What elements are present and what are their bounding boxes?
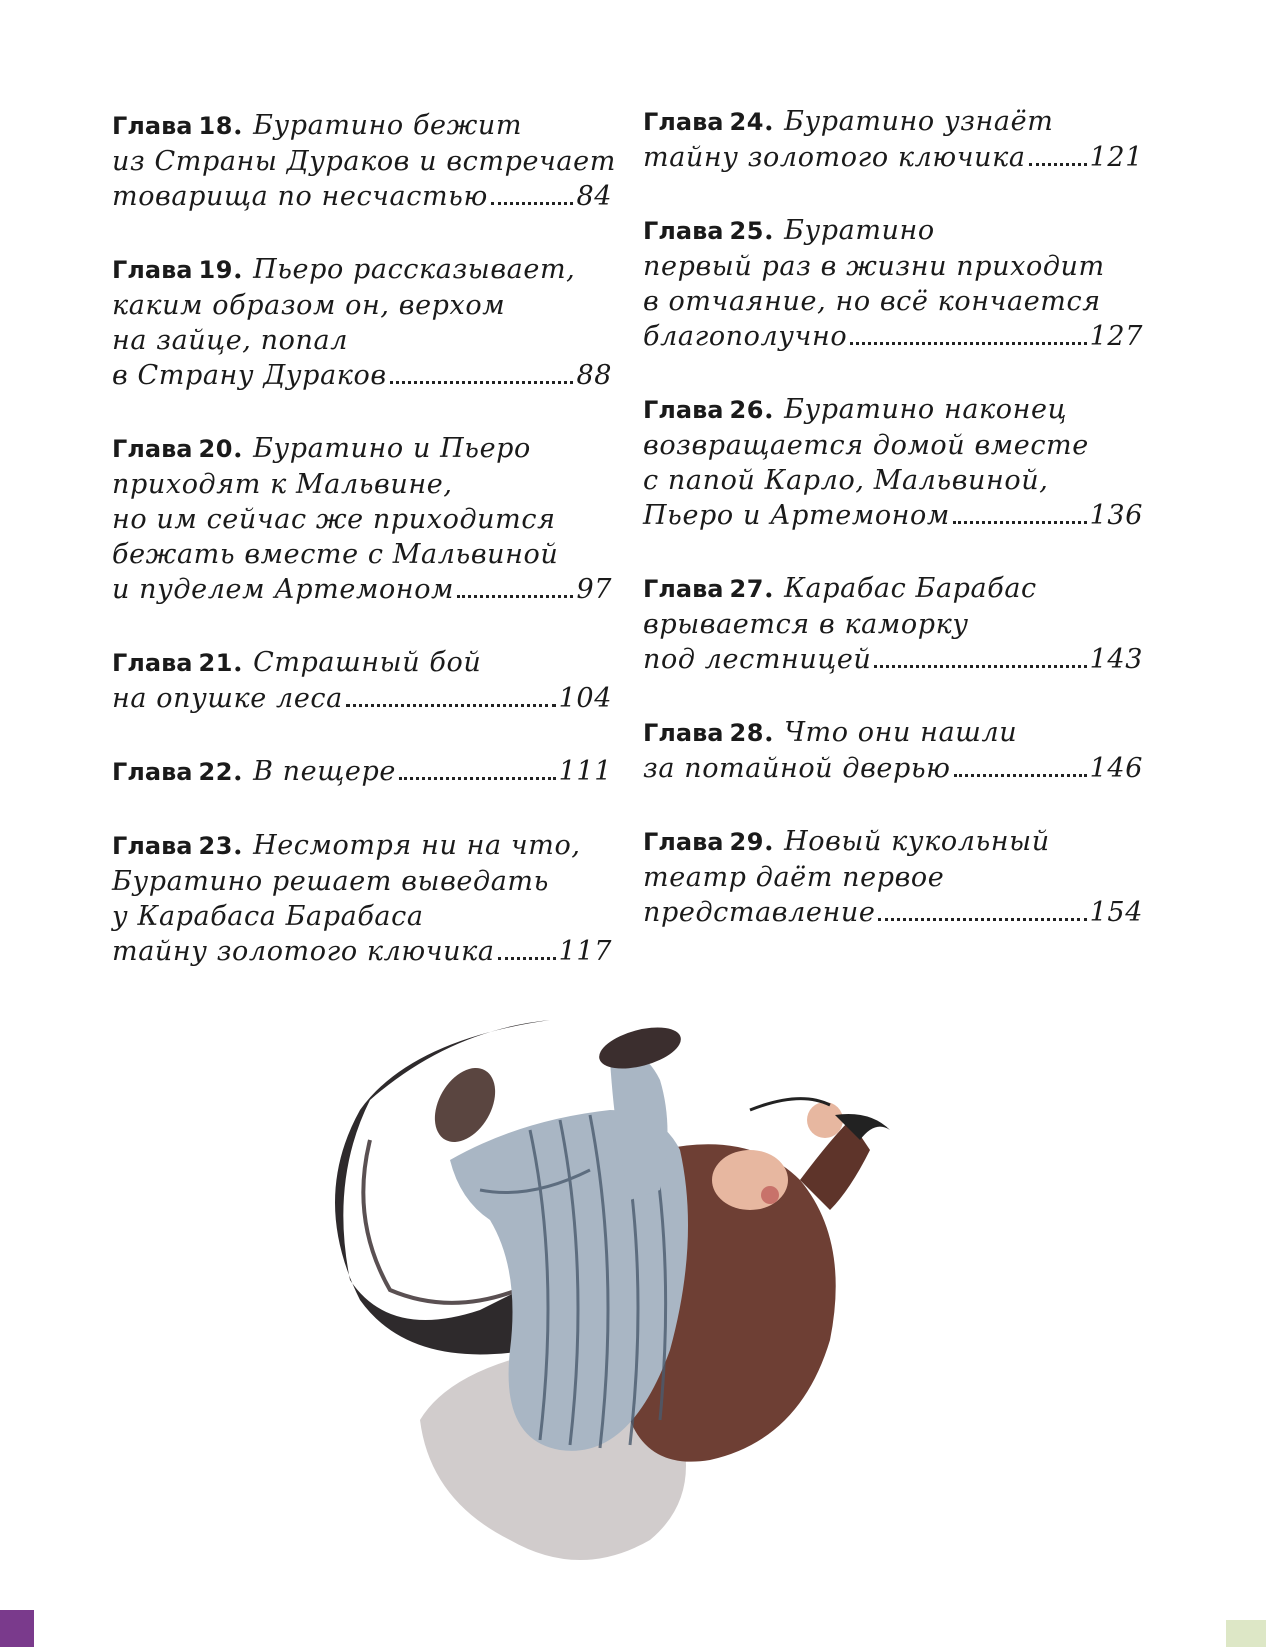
falling-karabas-illustration-icon xyxy=(330,1020,950,1580)
chapter-title-text: Буратино узнаёт xyxy=(784,106,1054,137)
dot-leader xyxy=(1029,163,1087,166)
chapter-number: 21 xyxy=(198,649,234,677)
toc-entry-line xyxy=(643,895,1143,930)
chapter-title-text: в Страну Дураков xyxy=(112,360,387,391)
chapter-number: 29 xyxy=(729,828,765,856)
chapter-number: 27 xyxy=(729,575,765,603)
toc-entry-line: Глава 22. В пещере 111 xyxy=(112,756,612,787)
chapter-title-text: Карабас Барабас xyxy=(784,573,1037,604)
dot-leader xyxy=(457,595,573,598)
chapter-title-text: и пуделем Артемоном xyxy=(112,574,455,605)
toc-entry-line xyxy=(643,319,1143,354)
dot-leader xyxy=(346,704,556,707)
toc-entry-line xyxy=(643,140,1143,175)
page-number: 121 xyxy=(1089,142,1143,173)
toc-entry-line xyxy=(112,179,612,214)
toc-entry-line: Глава 20. Буратино и Пьеро xyxy=(112,433,531,464)
toc-left-column xyxy=(112,108,616,1007)
dot-leader xyxy=(399,777,556,780)
chapter-title-text: В пещере xyxy=(253,756,396,787)
toc-entry-line xyxy=(112,681,612,716)
chapter-number: 20 xyxy=(198,435,234,463)
page-number: 84 xyxy=(576,181,612,212)
chapter-label: Глава xyxy=(643,108,724,136)
chapter-number: 25 xyxy=(729,217,765,245)
toc-entry-line: Глава 25. Буратино xyxy=(643,215,935,246)
toc-entry xyxy=(112,754,612,790)
chapter-label: Глава xyxy=(112,256,193,284)
toc-entry xyxy=(643,104,1143,175)
chapter-title-text: из Страны Дураков и встречает xyxy=(112,146,616,177)
toc-entry-line xyxy=(112,864,612,899)
chapter-title-text: у Карабаса Барабаса xyxy=(112,901,424,932)
chapter-title-text: с папой Карло, Мальвиной, xyxy=(643,465,1049,496)
chapter-title-text: Пьеро и Артемоном xyxy=(643,500,950,531)
page-number: 154 xyxy=(1089,897,1143,928)
page-number: 143 xyxy=(1089,644,1143,675)
chapter-title-text: под лестницей xyxy=(643,644,872,675)
toc-entry-line xyxy=(643,642,1143,677)
dot-leader xyxy=(953,521,1087,524)
chapter-title-text: но им сейчас же приходится xyxy=(112,504,556,535)
chapter-label: Глава xyxy=(643,828,724,856)
chapter-title-text: приходят к Мальвине, xyxy=(112,469,453,500)
page-number: 117 xyxy=(558,936,612,967)
page-number: 104 xyxy=(558,683,612,714)
chapter-title-text: Несмотря ни на что, xyxy=(253,830,581,861)
toc-entry xyxy=(112,828,612,969)
toc-entry-line: Глава 21. Страшный бой xyxy=(112,647,482,678)
chapter-title-text: врывается в каморку xyxy=(643,609,969,640)
chapter-title-text: Буратино и Пьеро xyxy=(253,433,531,464)
chapter-number: 26 xyxy=(729,396,765,424)
chapter-title-text: представление xyxy=(643,897,876,928)
dot-leader xyxy=(874,665,1086,668)
chapter-title-text: Буратино решает выведать xyxy=(112,866,549,897)
chapter-label: Глава xyxy=(112,758,193,786)
toc-entry-line: Глава 29. Новый кукольный xyxy=(643,826,1050,857)
dot-leader xyxy=(954,774,1087,777)
toc-entry-line: Глава 27. Карабас Барабас xyxy=(643,573,1037,604)
toc-entry xyxy=(112,645,612,716)
toc-entry-line: Глава 23. Несмотря ни на что, xyxy=(112,830,581,861)
chapter-label: Глава xyxy=(112,832,193,860)
dot-leader xyxy=(491,202,574,205)
chapter-label: Глава xyxy=(112,112,193,140)
toc-entry-line xyxy=(643,498,1143,533)
toc-entry-line xyxy=(643,860,1143,895)
page-number: 136 xyxy=(1089,500,1143,531)
toc-entry-line xyxy=(112,537,612,572)
toc-entry-line: Глава 19. Пьеро рассказывает, xyxy=(112,254,576,285)
page-number: 146 xyxy=(1089,753,1143,784)
chapter-number: 22 xyxy=(198,758,234,786)
chapter-title-text: тайну золотого ключика xyxy=(643,142,1026,173)
toc-entry-line xyxy=(112,502,612,537)
toc-entry-line: Глава 24. Буратино узнаёт xyxy=(643,106,1054,137)
toc-entry-line xyxy=(643,249,1143,284)
chapter-label: Глава xyxy=(643,719,724,747)
chapter-number: 18 xyxy=(198,112,234,140)
page-number: 97 xyxy=(576,574,612,605)
chapter-title-text: в отчаяние, но всё кончается xyxy=(643,286,1101,317)
chapter-title-text: Страшный бой xyxy=(253,647,482,678)
chapter-title-text: тайну золотого ключика xyxy=(112,936,495,967)
chapter-title-text: Буратино бежит xyxy=(253,110,523,141)
chapter-title-text: за потайной дверью xyxy=(643,753,951,784)
chapter-title-text: на зайце, попал xyxy=(112,325,348,356)
chapter-title-text: благополучно xyxy=(643,321,848,352)
chapter-label: Глава xyxy=(643,396,724,424)
dot-leader xyxy=(878,918,1086,921)
chapter-title-text: Пьеро рассказывает, xyxy=(253,254,576,285)
toc-entry-line xyxy=(112,323,612,358)
dot-leader xyxy=(498,957,556,960)
chapter-title-text: бежать вместе с Мальвиной xyxy=(112,539,559,570)
dot-leader xyxy=(850,342,1086,345)
chapter-label: Глава xyxy=(643,575,724,603)
page-number: 127 xyxy=(1089,321,1143,352)
toc-entry-line xyxy=(112,288,612,323)
toc-entry-line xyxy=(112,144,616,179)
toc-entry-line xyxy=(643,607,1143,642)
toc-entry xyxy=(112,108,616,214)
toc-entry xyxy=(643,213,1143,354)
chapter-title-text: театр даёт первое xyxy=(643,862,945,893)
chapter-title-text: Что они нашли xyxy=(784,717,1018,748)
dot-leader xyxy=(390,381,574,384)
chapter-title-text: Буратино xyxy=(784,215,935,246)
toc-entry xyxy=(112,252,612,393)
toc-entry-line xyxy=(112,467,612,502)
toc-entry-line xyxy=(112,934,612,969)
toc-entry xyxy=(643,392,1143,533)
toc-entry-line xyxy=(643,284,1143,319)
chapter-title-text: товарища по несчастью xyxy=(112,181,488,212)
page-edge-mark-right xyxy=(1226,1620,1266,1647)
chapter-title-text: каким образом он, верхом xyxy=(112,290,506,321)
chapter-title-text: возвращается домой вместе xyxy=(643,430,1089,461)
chapter-title-text: первый раз в жизни приходит xyxy=(643,251,1105,282)
toc-entry-line xyxy=(643,463,1143,498)
chapter-label: Глава xyxy=(643,217,724,245)
page-edge-mark xyxy=(0,1610,34,1647)
chapter-label: Глава xyxy=(112,649,193,677)
page-number: 111 xyxy=(558,756,612,787)
chapter-title-text: на опушке леса xyxy=(112,683,343,714)
toc-entry-line xyxy=(112,572,612,607)
chapter-title-text: Буратино наконец xyxy=(784,394,1068,425)
toc-entry-line xyxy=(112,899,612,934)
toc-entry-line xyxy=(643,751,1143,786)
toc-entry-line: Глава 28. Что они нашли xyxy=(643,717,1018,748)
toc-entry-line: Глава 26. Буратино наконец xyxy=(643,394,1068,425)
chapter-number: 24 xyxy=(729,108,765,136)
chapter-label: Глава xyxy=(112,435,193,463)
toc-entry-line xyxy=(112,358,612,393)
toc-entry-line: Глава 18. Буратино бежит xyxy=(112,110,523,141)
toc-entry-line xyxy=(643,428,1143,463)
toc-entry xyxy=(643,571,1143,677)
toc-right-column xyxy=(643,104,1143,968)
chapter-number: 23 xyxy=(198,832,234,860)
chapter-number: 28 xyxy=(729,719,765,747)
chapter-number: 19 xyxy=(198,256,234,284)
chapter-title-text: Новый кукольный xyxy=(784,826,1050,857)
toc-entry xyxy=(112,431,612,607)
toc-entry xyxy=(643,715,1143,786)
page-number: 88 xyxy=(576,360,612,391)
toc-entry xyxy=(643,824,1143,930)
